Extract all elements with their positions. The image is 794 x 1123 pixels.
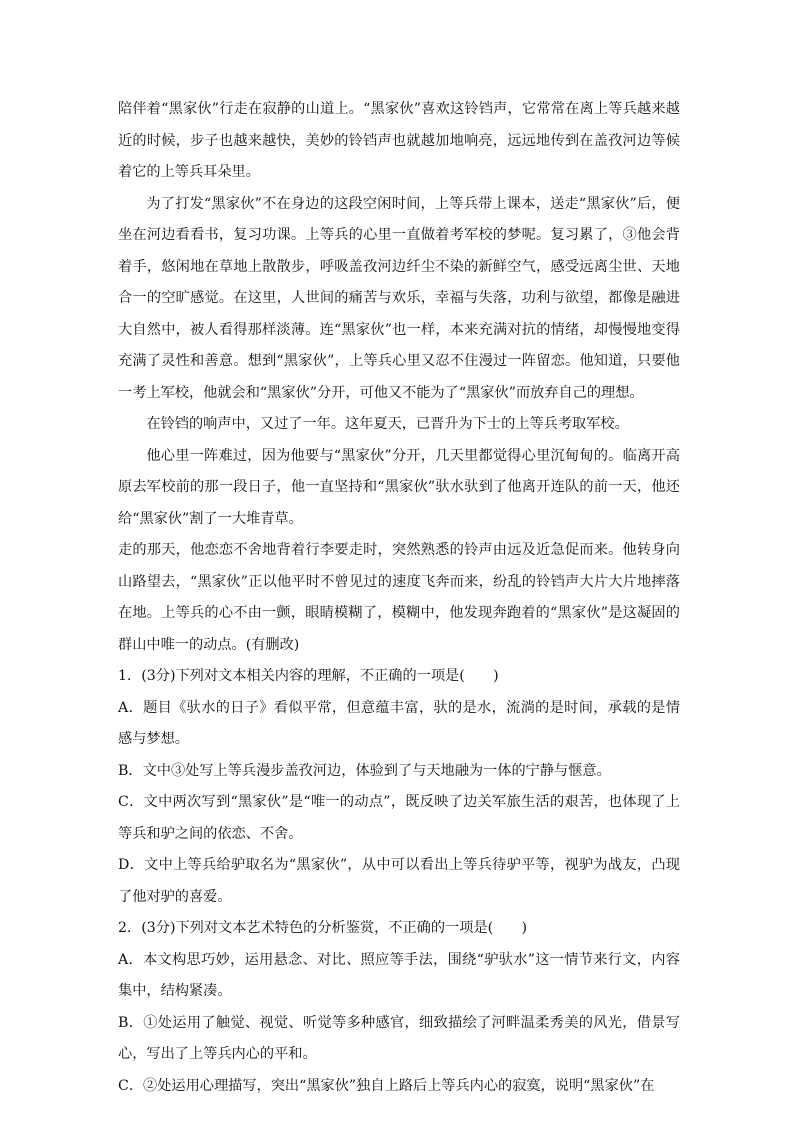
- question-2-option-a: A．本文构思巧妙，运用悬念、对比、照应等手法，围绕“驴驮水”这一情节来行文，内容集中，结构紧凑。: [118, 951, 680, 999]
- question-1-stem: 1．(3分)下列对文本相关内容的理解，不正确的一项是( ): [118, 668, 499, 684]
- question-1-option-c: C．文中两次写到“黑家伙”是“唯一的动点”，既反映了边关军旅生活的艰苦，也体现了上等兵和驴之间的依恋、不舍。: [118, 794, 680, 842]
- question-1-option-b: B．文中③处写上等兵漫步盖孜河边，体验到了与天地融为一体的宁静与惬意。: [118, 762, 611, 779]
- question-2-stem: 2．(3分)下列对文本艺术特色的分析鉴赏，不正确的一项是( ): [118, 920, 528, 936]
- question-1-option-d: D．文中上等兵给驴取名为“黑家伙”，从中可以看出上等兵待驴平等，视驴为战友，凸现了他对驴的喜爱。: [118, 857, 680, 905]
- question-2-option-b: B．①处运用了触觉、视觉、听觉等多种感官，细致描绘了河畔温柔秀美的风光，借景写心，写出了上等兵内心的平和。: [118, 1014, 680, 1062]
- article-paragraph-3: 在铃铛的响声中，又过了一年。这年夏天，已晋升为下士的上等兵考取军校。: [146, 416, 629, 432]
- article-paragraph-4: 他心里一阵难过，因为他要与“黑家伙”分开，几天里都觉得心里沉甸甸的。临离开高原去军校前的那一段日子，他一直坚持和“黑家伙”驮水驮到了他离开连队的前一天，他还给“黑家伙”割了一大堆青草。: [118, 447, 680, 527]
- question-1-option-a: A．题目《驮水的日子》看似平常，但意蕴丰富，驮的是水，流淌的是时间，承载的是情感与梦想。: [118, 699, 680, 747]
- question-2-option-c: C．②处运用心理描写，突出“黑家伙”独自上路后上等兵内心的寂寞，说明“黑家伙”在: [118, 1077, 655, 1094]
- article-paragraph-5: 走的那天，他恋恋不舍地背着行李要走时，突然熟悉的铃声由远及近急促而来。他转身向山路望去，“黑家伙”正以他平时不曾见过的速度飞奔而来，纷乱的铃铛声大片大片地摔落在地。上等兵的心不由一颤，眼睛模糊了，模糊中，他发现奔跑着的“黑家伙”是这凝固的群山中唯一的动点。(有删改): [118, 542, 680, 653]
- article-paragraph-1: 陪伴着“黑家伙”行走在寂静的山道上。“黑家伙”喜欢这铃铛声，它常常在离上等兵越来越近的时候，步子也越来越快，美妙的铃铛声也就越加地响亮，远远地传到在盖孜河边等候着它的上等兵耳朵里。: [118, 101, 680, 180]
- document-content: [118, 94, 680, 1102]
- article-paragraph-2: 为了打发“黑家伙”不在身边的这段空闲时间，上等兵带上课本，送走“黑家伙”后，便坐在河边看看书，复习功课。上等兵的心里一直做着考军校的梦呢。复习累了，③他会背着手，悠闲地在草地上散散步，呼吸盖孜河边纤尘不染的新鲜空气，感受远离尘世、天地合一的空旷感觉。在这里，人世间的痛苦与欢乐，幸福与失落，功利与欲望，都像是融进大自然中，被人看得那样淡薄。连“黑家伙”也一样，本来充满对抗的情绪，却慢慢地变得充满了灵性和善意。想到“黑家伙”，上等兵心里又忍不住漫过一阵留恋。他知道，只要他一考上军校，他就会和“黑家伙”分开，可他又不能为了“黑家伙”而放弃自己的理想。: [118, 195, 680, 401]
